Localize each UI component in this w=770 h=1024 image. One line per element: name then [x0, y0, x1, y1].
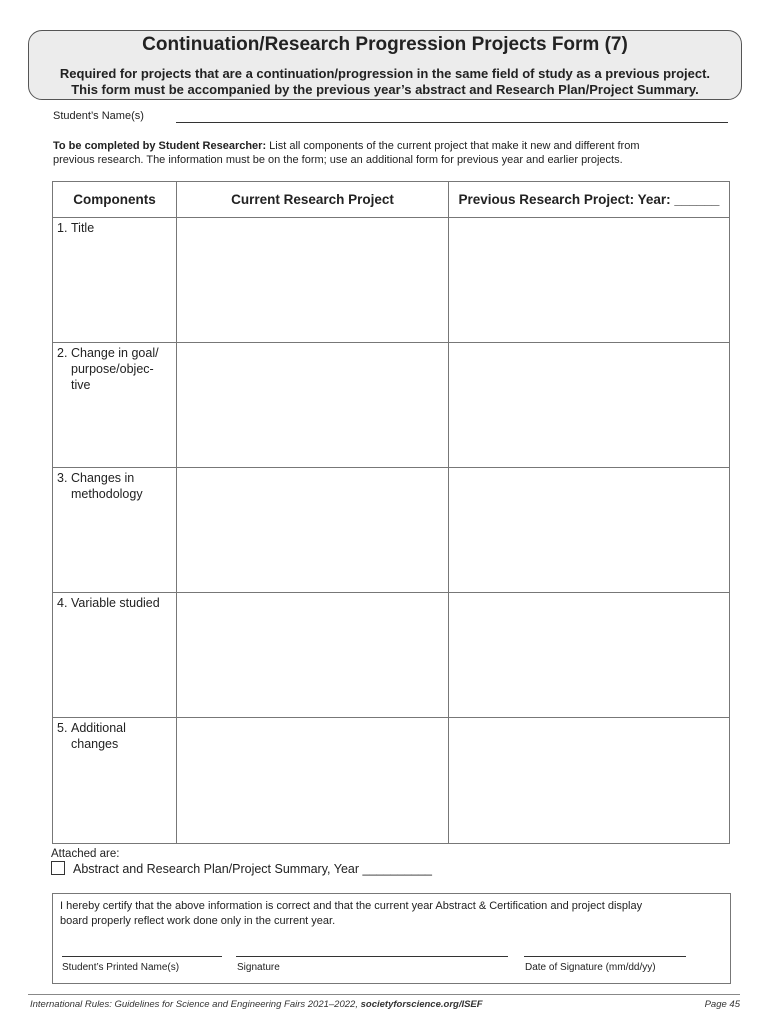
signature-field[interactable] [236, 956, 508, 957]
row-number: 1. [57, 221, 68, 235]
component-label: Additional [71, 721, 126, 735]
current-title-cell[interactable] [177, 218, 449, 343]
component-cell [53, 718, 177, 844]
signature-label: Signature [237, 962, 280, 973]
component-cell [53, 218, 177, 343]
previous-additional-cell[interactable] [449, 718, 730, 844]
requirement-line-2: This form must be accompanied by the previous year’s abstract and Research Plan/Project Summary. [71, 82, 699, 97]
date-field[interactable] [524, 956, 686, 957]
form-title: Continuation/Research Progression Projects Form (7) [142, 34, 628, 55]
component-label: Change in goal/ [71, 346, 159, 360]
table-row-methodology [53, 468, 730, 593]
attachment-checkbox[interactable] [51, 861, 65, 875]
component-cell [53, 343, 177, 468]
certification-line-2: board properly reflect work done only in the current year. [60, 915, 336, 927]
component-label: Title [71, 221, 95, 235]
requirement-line-1: Required for projects that are a continuation/progression in the same field of study as a previous project. [59, 66, 711, 81]
page-number: Page 45 [704, 999, 740, 1010]
table-row-title [53, 218, 730, 343]
footer-citation [30, 999, 483, 1010]
date-label: Date of Signature (mm/dd/yy) [525, 962, 656, 973]
instructions-lead: To be completed by Student Researcher: [53, 140, 267, 152]
printed-name-field[interactable] [62, 956, 222, 957]
component-label: changes [71, 737, 119, 751]
footer-divider [28, 994, 740, 995]
table-row-variable [53, 593, 730, 718]
component-label: purpose/objec- [71, 362, 154, 376]
previous-title-cell[interactable] [449, 218, 730, 343]
current-variable-cell[interactable] [177, 593, 449, 718]
table-row-additional [53, 718, 730, 844]
component-label: tive [71, 378, 91, 392]
certification-text [60, 899, 725, 929]
row-number: 2. [57, 346, 68, 360]
certification-line-1: I hereby certify that the above information is correct and that the current year Abstract & Certification and project display [60, 900, 643, 912]
instructions-line-2: previous research. The information must be on the form; use an additional form for previous year and earlier projects. [53, 154, 623, 166]
current-goal-cell[interactable] [177, 343, 449, 468]
row-number: 4. [57, 596, 68, 610]
instructions [53, 139, 733, 167]
footer-text: International Rules: Guidelines for Science and Engineering Fairs 2021–2022, [30, 999, 361, 1010]
row-number: 3. [57, 471, 68, 485]
table-row-goal [53, 343, 730, 468]
header-previous-project: Previous Research Project: Year: ______ [449, 182, 730, 218]
previous-variable-cell[interactable] [449, 593, 730, 718]
component-label: Variable studied [71, 596, 160, 610]
table-header-row [53, 182, 730, 218]
attached-label: Attached are: [51, 848, 120, 860]
requirement-text [28, 66, 742, 98]
header-current-project: Current Research Project [177, 182, 449, 218]
footer-link: societyforscience.org/ISEF [360, 999, 483, 1010]
component-cell [53, 593, 177, 718]
attachment-checkbox-label: Abstract and Research Plan/Project Summary, Year __________ [73, 862, 433, 876]
current-methodology-cell[interactable] [177, 468, 449, 593]
component-label: methodology [71, 487, 143, 501]
row-number: 5. [57, 721, 68, 735]
printed-name-label: Student’s Printed Name(s) [62, 962, 180, 973]
header-components: Components [53, 182, 177, 218]
current-additional-cell[interactable] [177, 718, 449, 844]
student-names-field[interactable] [176, 122, 728, 123]
student-names-label: Student’s Name(s) [53, 110, 144, 122]
previous-goal-cell[interactable] [449, 343, 730, 468]
previous-methodology-cell[interactable] [449, 468, 730, 593]
components-table [52, 181, 730, 844]
component-label: Changes in [71, 471, 135, 485]
component-cell [53, 468, 177, 593]
instructions-line-1: List all components of the current project that make it new and different from [266, 140, 640, 152]
